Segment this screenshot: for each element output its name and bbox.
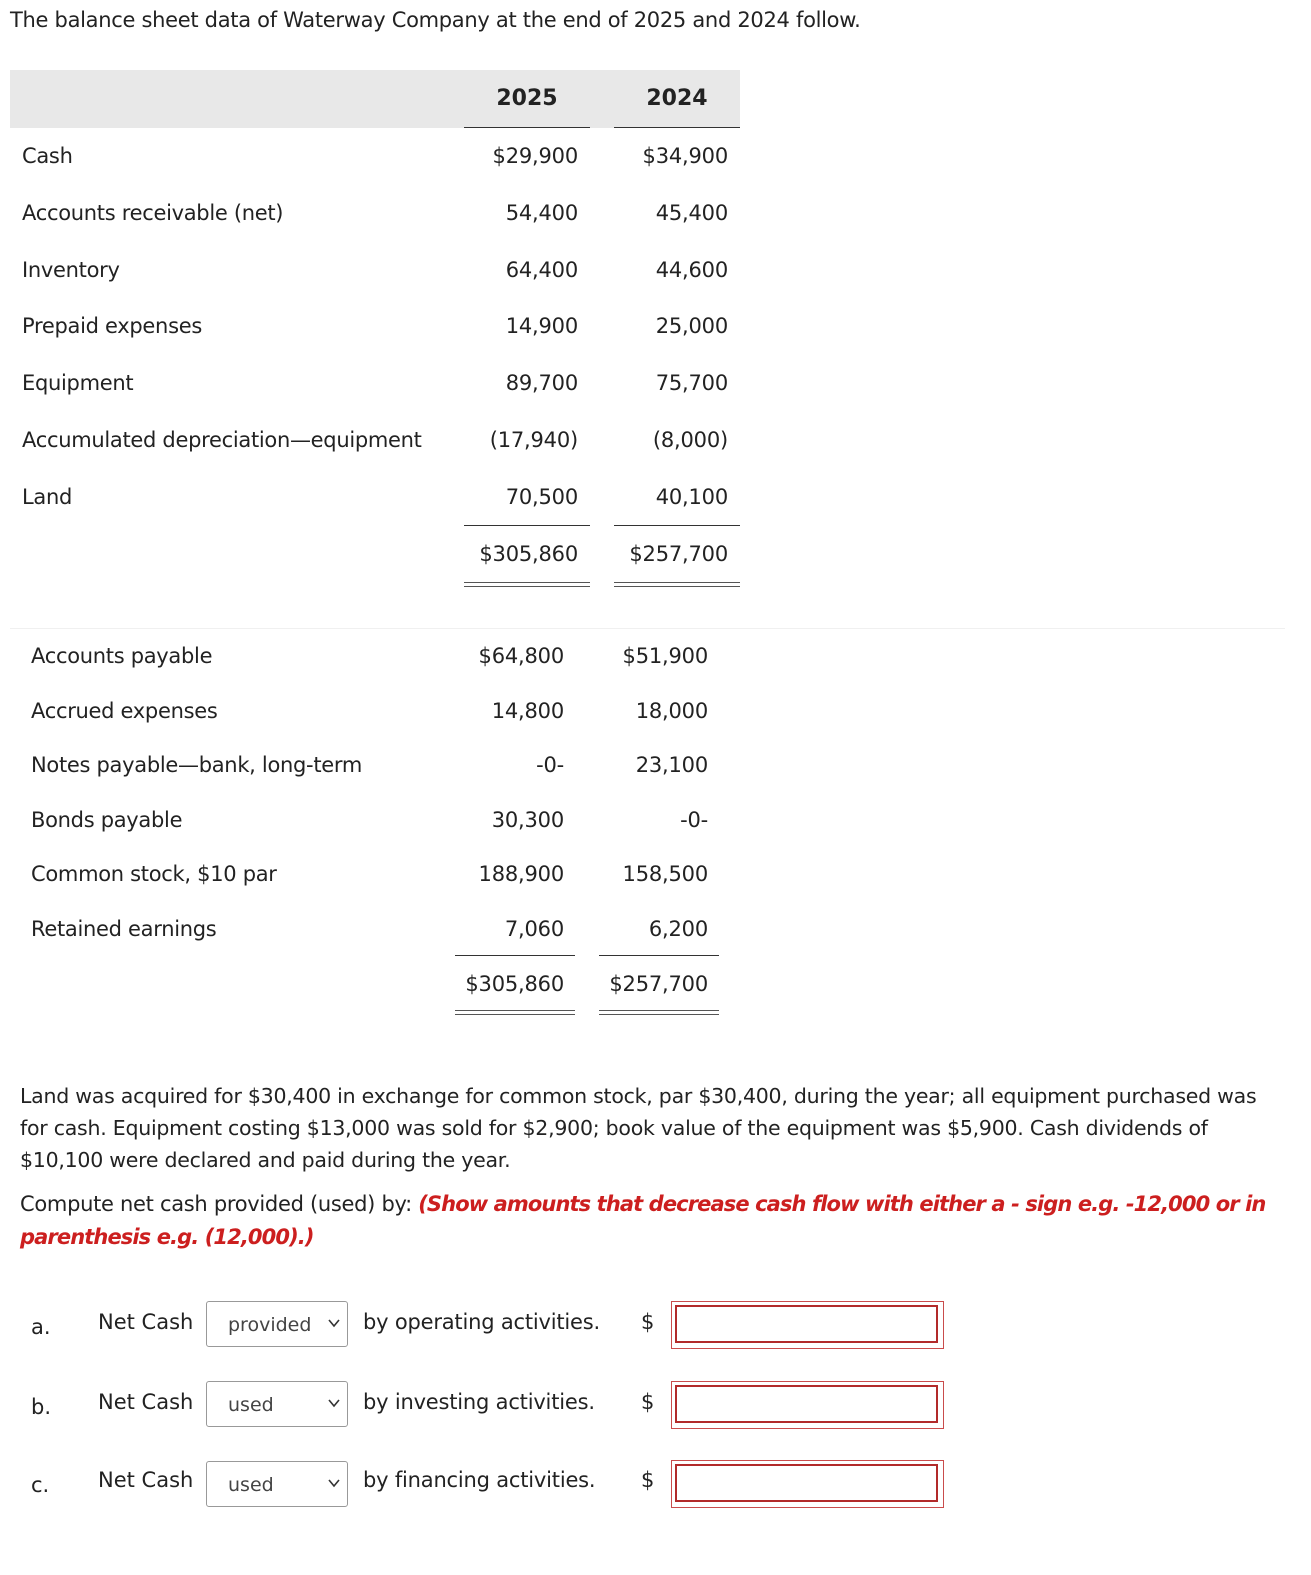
table-cell-2024: 45,400: [655, 201, 728, 225]
table-cell-2024: $34,900: [642, 144, 728, 168]
total-double-rule: [455, 1010, 575, 1015]
dollar-sign: $: [641, 1310, 655, 1334]
table-row-label: Accrued expenses: [31, 699, 218, 723]
table-cell-2024: 44,600: [655, 258, 728, 282]
table-cell-2024: 25,000: [655, 314, 728, 338]
table-row-label: Notes payable—bank, long-term: [31, 753, 363, 777]
compute-prefix: Compute net cash provided (used) by:: [20, 1192, 419, 1216]
dollar-sign: $: [641, 1468, 655, 1492]
answer-input-financing[interactable]: [675, 1464, 938, 1502]
table-cell-2025: $64,800: [478, 644, 564, 668]
table-row-label: Land: [22, 485, 73, 509]
question-letter: a.: [31, 1315, 51, 1339]
table-row-label: Common stock, $10 par: [31, 862, 277, 886]
subtotal-rule: [599, 955, 719, 956]
table-row-label: Accumulated depreciation—equipment: [22, 428, 422, 452]
compute-note: (Show amounts that decrease cash flow with either a - sign e.g. -12,000 or in parenthesis e.g. (12,000).): [20, 1192, 1266, 1249]
table-cell-2025: 64,400: [505, 258, 578, 282]
table-cell-2024: (8,000): [652, 428, 728, 452]
table-cell-2025: 70,500: [505, 485, 578, 509]
select-value: used: [228, 1474, 274, 1496]
answer-box-operating: [671, 1301, 944, 1349]
answer-box-investing: [671, 1381, 944, 1429]
table-cell-2025: (17,940): [489, 428, 578, 452]
answer-box-financing: [671, 1460, 944, 1508]
table-row-label: Prepaid expenses: [22, 314, 202, 338]
intro-text: The balance sheet data of Waterway Company at the end of 2025 and 2024 follow.: [10, 8, 861, 32]
header-underline: [614, 127, 740, 128]
compute-instructions: [20, 1188, 1310, 1254]
table-row-label: Bonds payable: [31, 808, 183, 832]
dollar-sign: $: [641, 1390, 655, 1414]
column-header-2025: 2025: [496, 86, 558, 111]
problem-paragraph: Land was acquired for $30,400 in exchange for common stock, par $30,400, during the year; all equipment purchased was for cash. Equipment costing $13,000 was sold for $2,900; book value of the equipment was $5,900. Cash dividends of $10,100 were declared and paid during the year.: [20, 1084, 1257, 1172]
table-row-label: Inventory: [22, 258, 120, 282]
chevron-down-icon: [327, 1396, 341, 1410]
cash-flow-select-investing[interactable]: [206, 1381, 348, 1427]
table-cell-2024: -0-: [680, 808, 708, 832]
table-cell-2025: -0-: [536, 753, 564, 777]
table-cell-2024: 40,100: [655, 485, 728, 509]
table-cell-2024: 158,500: [622, 862, 708, 886]
table-row-label: Equipment: [22, 371, 134, 395]
table-cell-2024: $51,900: [622, 644, 708, 668]
table-cell-2024: 23,100: [635, 753, 708, 777]
table-row-label: Accounts payable: [31, 644, 213, 668]
table-cell-2025: 7,060: [504, 917, 564, 941]
answer-input-operating[interactable]: [675, 1305, 938, 1343]
table-cell-2024: 18,000: [635, 699, 708, 723]
table-cell-2024: 6,200: [648, 917, 708, 941]
table-cell-2025: 14,900: [505, 314, 578, 338]
section-divider: [10, 628, 1285, 629]
table-cell-2025: $29,900: [492, 144, 578, 168]
subtotal-rule: [614, 525, 740, 526]
liabilities-total-2024: $257,700: [609, 972, 708, 996]
subtotal-rule: [455, 955, 575, 956]
select-value: used: [228, 1394, 274, 1416]
net-cash-label: Net Cash: [98, 1310, 194, 1334]
table-row-label: Cash: [22, 144, 73, 168]
activity-label-investing: by investing activities.: [363, 1390, 595, 1414]
chevron-down-icon: [327, 1476, 341, 1490]
total-double-rule: [464, 582, 590, 587]
liabilities-total-2025: $305,860: [465, 972, 564, 996]
table-row-label: Retained earnings: [31, 917, 217, 941]
question-letter: c.: [31, 1473, 50, 1497]
question-letter: b.: [31, 1395, 52, 1419]
table-cell-2025: 188,900: [478, 862, 564, 886]
chevron-down-icon: [327, 1316, 341, 1330]
cash-flow-select-financing[interactable]: [206, 1461, 348, 1507]
total-double-rule: [614, 582, 740, 587]
subtotal-rule: [464, 525, 590, 526]
assets-total-2025: $305,860: [479, 542, 578, 566]
table-cell-2024: 75,700: [655, 371, 728, 395]
select-value: provided: [228, 1314, 312, 1336]
total-double-rule: [599, 1010, 719, 1015]
table-cell-2025: 14,800: [491, 699, 564, 723]
activity-label-operating: by operating activities.: [363, 1310, 600, 1334]
table-cell-2025: 89,700: [505, 371, 578, 395]
net-cash-label: Net Cash: [98, 1390, 194, 1414]
activity-label-financing: by financing activities.: [363, 1468, 596, 1492]
net-cash-label: Net Cash: [98, 1468, 194, 1492]
cash-flow-select-operating[interactable]: [206, 1301, 348, 1347]
column-header-2024: 2024: [646, 86, 708, 111]
table-row-label: Accounts receivable (net): [22, 201, 284, 225]
header-underline: [464, 127, 590, 128]
assets-total-2024: $257,700: [629, 542, 728, 566]
table-cell-2025: 30,300: [491, 808, 564, 832]
answer-input-investing[interactable]: [675, 1385, 938, 1423]
table-cell-2025: 54,400: [505, 201, 578, 225]
